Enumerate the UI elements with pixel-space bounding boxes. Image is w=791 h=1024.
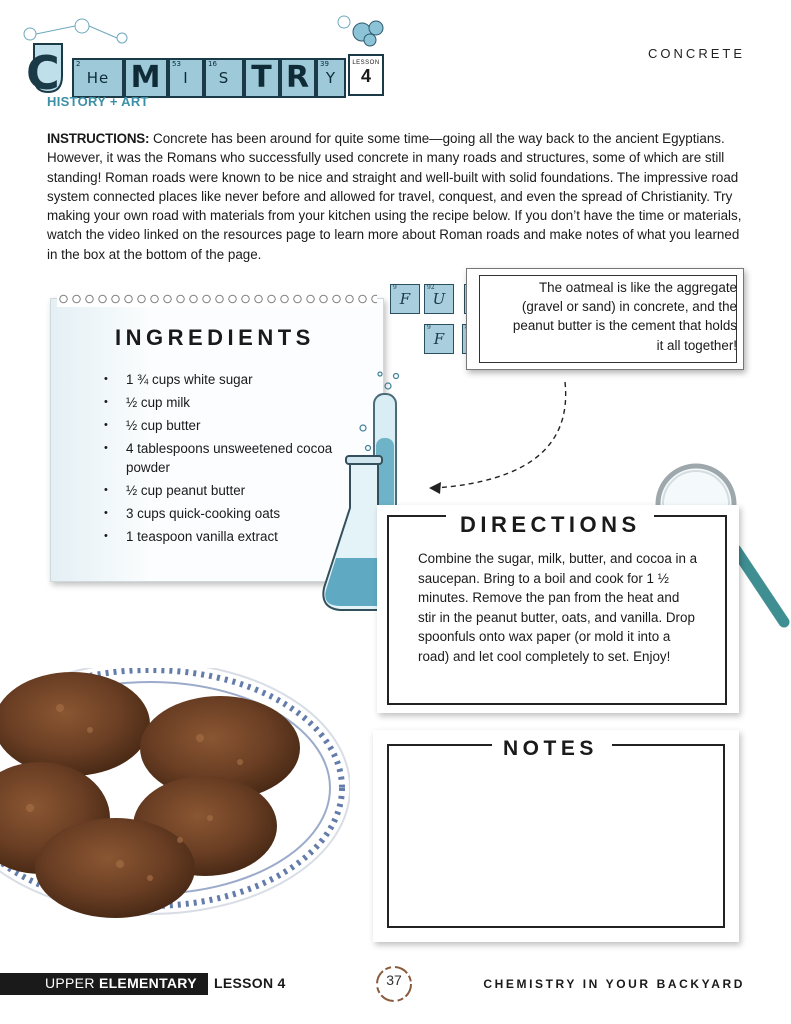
chemistry-logo <box>22 14 392 104</box>
directions-title: DIRECTIONS <box>460 512 641 537</box>
ingredients-title: INGREDIENTS <box>115 325 315 350</box>
fun-tile-u: 92 U <box>424 284 454 314</box>
logo-tile-s: 16 S <box>204 58 244 98</box>
notebook-spiral <box>57 291 377 307</box>
cookie <box>0 672 150 776</box>
notes-title: NOTES <box>503 737 598 760</box>
ingredient-item: • 3 cups quick-cooking oats <box>104 504 354 523</box>
instructions-text: Concrete has been around for quite some time—going all the way back to the ancient Egyptians. However, it was the Romans who successfully used concrete in many roads and structures, some of which are still standing! Roman roads were known to be nice and straight and well-built with solid foundations. The impressive road system connected places like never before and allowed for travel, conquest, and even the spread of Christianity. Try making your own road with materials from your kitchen using the recipe below. If you don’t have the time or materials, watch the video linked on the resources page to learn more about Roman roads and make notes of what you learned in the box at the bottom of the page. <box>47 131 742 262</box>
ingredients-list <box>104 370 354 550</box>
ingredient-item: • ½ cup peanut butter <box>104 481 354 500</box>
fun-tile-f2: 9 F <box>424 324 454 354</box>
dashed-arrow <box>425 378 575 496</box>
logo-tile-t: T <box>244 58 280 98</box>
fun-fact-text: The oatmeal is like the aggregate (gravel or sand) in concrete, and the peanut butter is the cement that holds it all together! <box>512 280 737 353</box>
arrowhead-icon <box>429 482 441 494</box>
instructions-paragraph <box>47 129 747 264</box>
footer-level-bold: ELEMENTARY <box>98 975 197 991</box>
page-number: 37 <box>386 972 402 988</box>
footer-level-prefix: UPPER <box>45 975 95 991</box>
fun-tile-f: 9 F <box>390 284 420 314</box>
directions-text: Combine the sugar, milk, butter, and cocoa in a saucepan. Bring to a boil and cook for 1 ½ minutes. Remove the pan from the heat and stir in the peanut butter, oats, and vanilla. Drop spoonfuls onto wax paper (or mold it into a road) and let cool completely to set. Enjoy! <box>418 551 698 664</box>
ingredient-item: • ½ cup milk <box>104 393 354 412</box>
logo-lead-letter: C <box>26 46 60 100</box>
logo-tile-he: 2 He <box>72 58 124 98</box>
ingredient-item: • 1 ¾ cups white sugar <box>104 370 354 389</box>
ingredient-item: • 1 teaspoon vanilla extract <box>104 527 354 546</box>
logo-tile-i: 53 I <box>168 58 204 98</box>
lesson-badge: LESSON 4 <box>348 54 384 96</box>
cookie <box>35 818 195 918</box>
ingredient-item: • 4 tablespoons unsweetened cocoa powder <box>104 439 354 477</box>
instructions-label: INSTRUCTIONS: <box>47 131 150 146</box>
logo-tile-y: 39 Y <box>316 58 346 98</box>
notes-area[interactable] <box>387 744 725 928</box>
footer-level <box>45 975 197 991</box>
page-topic: CONCRETE <box>648 46 745 61</box>
logo-tile-m: M <box>124 58 168 98</box>
molecule-icon <box>24 28 36 40</box>
subject-label: HISTORY + ART <box>47 94 149 109</box>
cookie-plate-photo <box>0 668 350 930</box>
logo-tile-r: R <box>280 58 316 98</box>
book-title: CHEMISTRY IN YOUR BACKYARD <box>483 977 745 991</box>
footer-lesson: LESSON 4 <box>214 975 286 991</box>
ingredient-item: • ½ cup butter <box>104 416 354 435</box>
